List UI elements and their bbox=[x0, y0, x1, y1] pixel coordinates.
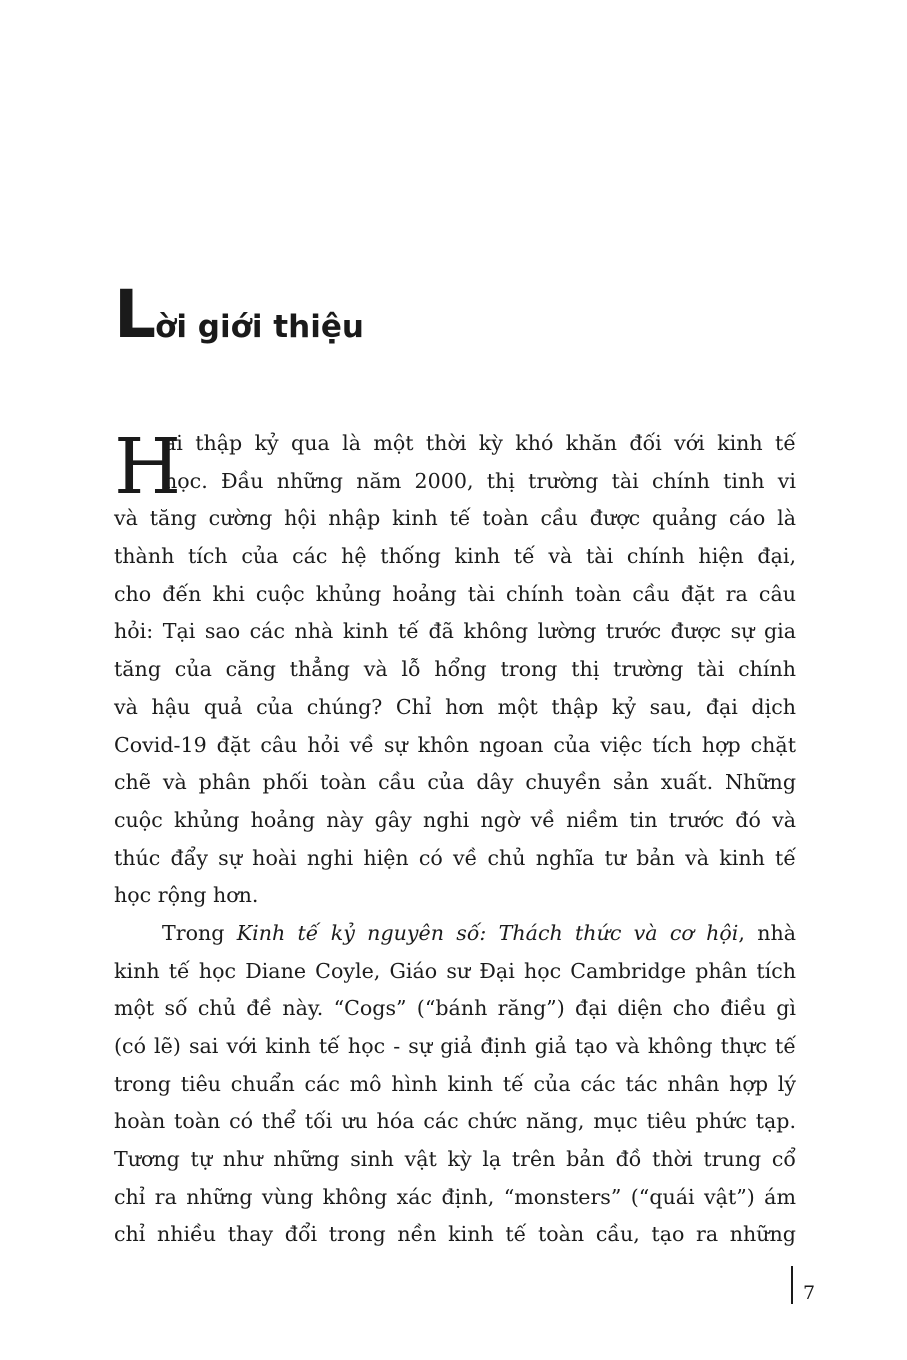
intro-text: Trong bbox=[162, 920, 237, 945]
body-text bbox=[114, 425, 796, 1254]
text-line: cuộc khủng hoảng này gây nghi ngờ về niềm tin trước đó và bbox=[114, 807, 796, 832]
folio-rule bbox=[791, 1266, 793, 1304]
text-line: chẽ và phân phối toàn cầu của dây chuyền sản xuất. Những bbox=[114, 770, 796, 795]
text-line: chỉ nhiều thay đổi trong nền kinh tế toàn cầu, tạo ra những bbox=[114, 1222, 796, 1247]
chapter-title-initial: L bbox=[114, 276, 156, 353]
book-title: Kinh tế kỷ nguyên số: Thách thức và cơ hội bbox=[236, 920, 739, 945]
intro-tail-text: , nhà bbox=[738, 920, 797, 945]
text-line: chỉ ra những vùng không xác định, “monsters” (“quái vật”) ám bbox=[114, 1184, 796, 1209]
text-line: hoàn toàn có thể tối ưu hóa các chức năng, mục tiêu phức tạp. bbox=[114, 1109, 796, 1134]
text-line: một số chủ đề này. “Cogs” (“bánh răng”) đại diện cho điều gì bbox=[114, 996, 796, 1021]
text-line: (có lẽ) sai với kinh tế học - sự giả định giả tạo và không thực tế bbox=[114, 1034, 796, 1058]
chapter-title bbox=[114, 276, 364, 353]
paragraph-2 bbox=[114, 915, 796, 1254]
chapter-title-text: ời giới thiệu bbox=[155, 309, 364, 345]
text-line: Tương tự như những sinh vật kỳ lạ trên bản đồ thời trung cổ bbox=[114, 1147, 796, 1172]
text-line: ai thập kỷ qua là một thời kỳ khó khăn đối với kinh tế bbox=[164, 431, 796, 455]
text-line: và tăng cường hội nhập kinh tế toàn cầu được quảng cáo là bbox=[114, 506, 796, 531]
page-number: 7 bbox=[803, 1282, 816, 1304]
page-folio bbox=[791, 1266, 831, 1306]
text-line: kinh tế học Diane Coyle, Giáo sư Đại học Cambridge phân tích bbox=[114, 958, 796, 983]
text-line-intro bbox=[114, 915, 796, 953]
text-line: Covid-19 đặt câu hỏi về sự khôn ngoan của việc tích hợp chặt bbox=[114, 732, 796, 757]
text-line: học. Đầu những năm 2000, thị trường tài chính tinh vi bbox=[164, 468, 796, 493]
text-line: học rộng hơn. bbox=[114, 883, 259, 908]
text-line: thành tích của các hệ thống kinh tế và tài chính hiện đại, bbox=[114, 544, 796, 569]
text-line: và hậu quả của chúng? Chỉ hơn một thập kỷ sau, đại dịch bbox=[114, 694, 796, 719]
text-line: thúc đẩy sự hoài nghi hiện có về chủ nghĩa tư bản và kinh tế bbox=[114, 845, 796, 870]
text-line: hỏi: Tại sao các nhà kinh tế đã không lường trước được sự gia bbox=[114, 619, 796, 644]
drop-cap: H bbox=[114, 423, 182, 512]
text-line: tăng của căng thẳng và lỗ hổng trong thị trường tài chính bbox=[114, 657, 796, 682]
text-line: trong tiêu chuẩn các mô hình kinh tế của các tác nhân hợp lý bbox=[114, 1071, 796, 1096]
text-line: cho đến khi cuộc khủng hoảng tài chính toàn cầu đặt ra câu bbox=[114, 581, 796, 606]
paragraph-1 bbox=[114, 425, 796, 915]
